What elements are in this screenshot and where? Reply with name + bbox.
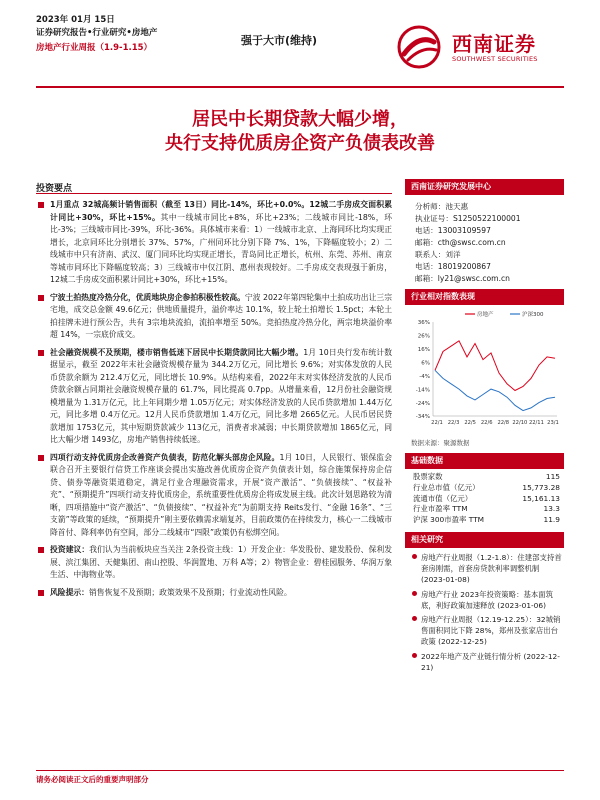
x-tick-label: 22/3 [447, 420, 460, 426]
stat-label: 行业总市值（亿元） [413, 482, 480, 492]
analyst-header: 西南证券研究发展中心 [405, 179, 564, 195]
legend-label: 沪深300 [522, 312, 544, 318]
header-meta [36, 14, 157, 55]
analyst-info [405, 195, 564, 289]
analyst-line: 电话：13003109597 [415, 226, 491, 235]
logo-name: 西南证券 [452, 32, 536, 56]
stat-row [405, 515, 564, 526]
footer-divider [36, 770, 564, 771]
y-tick-label: -24% [415, 400, 430, 407]
legend-label: 房地产 [477, 312, 494, 318]
y-tick-label: 36% [417, 320, 430, 327]
related-item[interactable] [411, 651, 562, 673]
y-tick-label: -14% [415, 387, 430, 394]
point-text: 1月 10日，人民银行、银保监会联合召开主要银行信贷工作座谈会提出实施改善优质房企资产负债表计划，综合施策保持房企信贷、债券等融资渠道稳定，满足行业合理融资需求，开展“资产激活”、“负债接续”、“权益补充”、“预期提升”四项行动支持优质房企，系统重要性优质房企将成发展主线。此次计划思路较为清晰，四项措施中“资产激活”、“负债接续”、“权益补充”为前期支持 Reits发行、“金融 16条”、“三支箭”等政策的延续，“预期提升”刚主要依赖需求端复苏，目前政策仍在持续发力，核心一二线城市降首付、降利率仍有空间，部分二线城市“四限”政策仍有松绑空间。 [50, 452, 393, 537]
point-text: 宁波 2022年第四轮集中土拍成功出让三宗宅地，成交总金额 49.6亿元；供地质量提升，溢价率达 10.1%，较上轮土拍增长 1.5pct；本轮土拍挂牌未进行预公告，共有 3宗地块流拍，流拍率增至 50%。竞拍热度冷热分化，两宗地块溢价率超 14%，一宗底价成交。 [50, 292, 392, 339]
related-item[interactable] [411, 552, 562, 586]
weekly-title: 房地产行业周报（1.9-1.15） [36, 43, 153, 53]
disclaimer-note: 请务必阅读正文后的重要声明部分 [36, 775, 149, 784]
index-chart [405, 305, 564, 436]
index-chart-svg [407, 308, 562, 432]
stat-row [405, 472, 564, 483]
stat-label: 股票家数 [413, 472, 443, 481]
point-paragraph [36, 544, 392, 582]
analyst-line: 分析师：池天惠 [415, 202, 469, 211]
point-paragraph [36, 587, 392, 600]
y-tick-label: 16% [417, 347, 430, 354]
sidebar [405, 179, 564, 676]
square-bullet-icon [38, 202, 44, 208]
point-lead: 四项行动支持优质房企改善资产负债表，防范化解头部房企风险。 [50, 452, 280, 462]
point-paragraph [36, 292, 392, 342]
report-date: 2023年 01月 15日 [36, 15, 115, 25]
logo-mark-icon [394, 24, 444, 70]
point-lead: 社会融资规模不及预期，楼市销售低迷下居民中长期贷款同比大幅少增。 [50, 347, 304, 357]
square-bullet-icon [38, 295, 44, 301]
industry-rating: 强于大市(维持) [241, 34, 318, 47]
stats-table [405, 472, 564, 526]
report-title-line2: 央行支持优质房企资产负债表改善 [165, 133, 435, 154]
analyst-line: 电话：18019200867 [415, 262, 491, 271]
x-tick-label: 22/5 [464, 420, 476, 426]
stat-row [405, 483, 564, 494]
point-lead: 投资建议： [50, 545, 90, 554]
related-item-text: 2022年地产及产业链行情分析 (2022-12-21) [421, 651, 560, 672]
point-text: 1月 10日央行发布统计数据显示，截至 2022年末社会融资规模存量为 344.2万亿元，同比增长 9.6%；对实体发放的人民币贷款余额为 212.4万亿元，同比增长 10.9%。从结构来看，2022年末对实体经济发放的人民币贷款余额占同期社会融资规模存量的 61.7%，同比提高 0.7pp。从增量来看，12月份社会融资规模增量为 1.31万亿元，比上年同期少增 1.05万亿元；对实体经济发放的人民币贷款增加 1.44万亿元，同比多增 0.4万亿元。12月人民币贷款增加 1.4万亿元，同比多增 2665亿元。人民币居民贷款增加 1753亿元，其中短期贷款减少 113亿元，消费者求减弱；中长期贷款增加 1865亿元，同比大幅少增 1493亿，房地产销售持续低迷。 [50, 347, 393, 444]
stat-value: 115 [545, 472, 560, 481]
y-tick-label: -34% [415, 414, 430, 421]
related-item-text: 房地产行业周报（12.19-12.25）：32城销售面积同比下降 28%，郑州及张家店出台政策 (2022-12-25) [421, 615, 561, 647]
related-item[interactable] [411, 614, 562, 648]
bullet-dot-icon [412, 616, 417, 621]
point-lead: 风险提示： [50, 587, 89, 597]
stat-row [405, 494, 564, 505]
stat-label: 行业市盈率 TTM [413, 504, 468, 514]
stat-value: 13.3 [543, 504, 560, 514]
analyst-line: 邮箱：cth@swsc.com.cn [415, 238, 506, 247]
series-line-csi300 [435, 370, 555, 410]
point-paragraph [36, 347, 392, 447]
related-list [405, 548, 564, 673]
brand-logo [394, 24, 564, 74]
square-bullet-icon [38, 455, 44, 461]
bullet-dot-icon [412, 591, 417, 596]
square-bullet-icon [38, 547, 44, 553]
x-tick-label: 22/6 [480, 420, 493, 426]
header-divider [36, 86, 564, 88]
point-lead: 宁波土拍热度冷热分化，优质地块房企参拍积极性较高。 [50, 292, 245, 302]
logo-english: SOUTHWEST SECURITIES [452, 55, 538, 63]
chart-header: 行业相对指数表现 [405, 289, 564, 305]
y-tick-label: -4% [419, 373, 430, 380]
square-bullet-icon [38, 590, 44, 596]
point-text: 其中一线城市同比+8%，环比+23%；二线城市同比-18%，环比-3%；三线城市同比-39%，环比-36%。具体城市来看：1）一线城市北京、上海同环比均实现正增长，北京同环比分别增长 37%、57%，广州同环比分别下降 7%、1%，下降幅度较小；2）二线城市中只有济南、武汉、厦门同环比均实现正增长，青岛同比正增长，杭州、东莞、苏州、南京等城市同环比下降幅度较高；3）三线城市中仅江阴、惠州表现较好。二手房成交表现强于新房，12城二手房成交面积累计同比+30%，环比+15%。 [50, 212, 393, 284]
report-header [36, 14, 564, 84]
x-tick-label: 23/1 [547, 420, 559, 426]
series-line-real-estate [435, 341, 555, 391]
point-text: 销售恢复不及预期；政策效果不及预期；行业流动性风险。 [88, 587, 292, 597]
analyst-line: 联系人：刘洋 [415, 250, 461, 259]
square-bullet-icon [38, 350, 44, 356]
y-tick-label: 26% [417, 333, 430, 340]
stat-row [405, 504, 564, 515]
related-header: 相关研究 [405, 532, 564, 548]
stat-value: 15,161.13 [522, 493, 560, 503]
related-item[interactable] [411, 589, 562, 611]
stat-value: 11.9 [543, 515, 560, 525]
report-title-line1: 居民中长期贷款大幅少增， [192, 109, 408, 130]
chart-source: 数据来源：聚源数据 [411, 439, 470, 447]
stat-label: 流通市值（亿元） [413, 493, 473, 503]
y-tick-label: 6% [421, 360, 430, 367]
section-label: 投资要点 [36, 184, 73, 194]
point-text: 我们认为当前板块应当关注 2条投资主线：1）开发企业：华发股份、建发股份、保利发展、滨江集团、天健集团、南山控股、华润置地、万科 A等；2）物管企业：碧桂园服务、华润万象生活、中海物业等。 [50, 545, 392, 579]
stat-value: 15,773.28 [522, 482, 560, 492]
x-tick-label: 22/10 [512, 420, 528, 426]
analyst-line: 邮箱：ly21@swsc.com.cn [415, 274, 510, 283]
x-tick-label: 22/11 [528, 420, 544, 426]
related-item-text: 房地产行业周报（1.2-1.8）：住建部支持首套房刚需，首套房贷款利率调整机制 (2023-01-08) [421, 552, 562, 585]
point-paragraph [36, 199, 392, 287]
bullet-dot-icon [412, 653, 417, 658]
stat-label: 沪深 300市盈率 TTM [413, 515, 485, 525]
x-tick-label: 22/8 [497, 420, 510, 426]
point-lead: 1月重点 32城高频计销售面积（截至 13日）同比-14%，环比+0.0%。12城二手房成交面积累计同比+30%，环比+15%。 [50, 200, 392, 222]
related-item-text: 房地产行业 2023年投资策略：基本面筑底，利好政策加速释放 (2023-01-06) [421, 589, 554, 610]
point-paragraph [36, 452, 392, 540]
analyst-line: 执业证号：S1250522100001 [415, 214, 521, 223]
bullet-dot-icon [412, 554, 417, 559]
stats-header: 基础数据 [405, 453, 564, 469]
x-tick-label: 22/1 [431, 420, 443, 426]
report-type: 证券研究报告•行业研究•房地产 [36, 28, 158, 38]
investment-points [36, 193, 392, 599]
